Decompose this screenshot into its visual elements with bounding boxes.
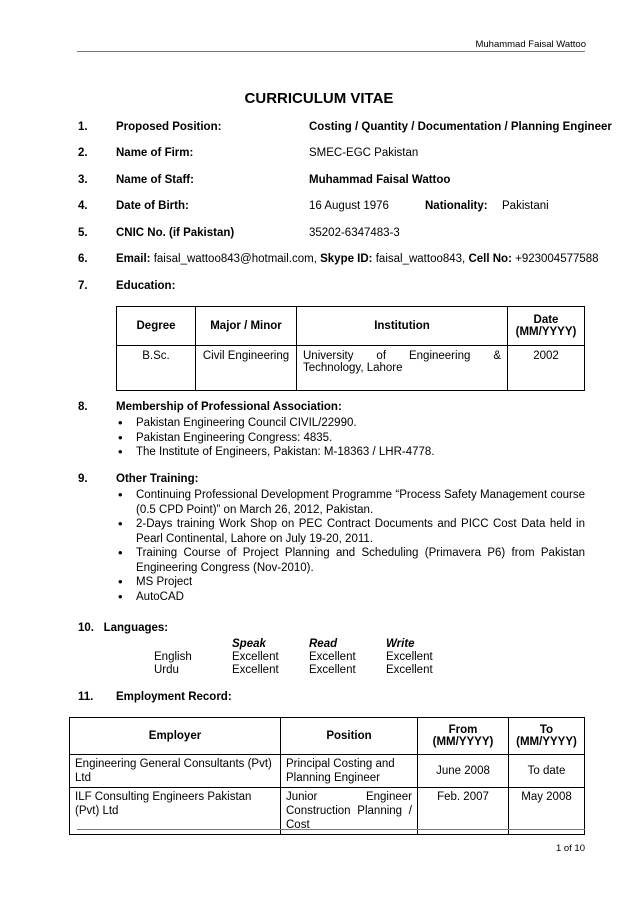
header-from: From (MM/YYYY) [418,718,509,755]
item-number: 4. [78,200,88,212]
languages-label: Languages: [103,622,169,634]
cell-position: Junior Engineer Construction Planning / Cost [281,788,418,835]
lang-header-read: Read [309,638,338,650]
item-number: 1. [78,121,88,133]
item-label: Proposed Position: [116,121,222,133]
list-item: • MS Project [116,575,585,590]
item-value: 35202-6347483-3 [309,227,400,239]
cell-institution: University of Engineering & Technology, Lahore [297,346,508,391]
lang-header-write: Write [386,638,415,650]
skype-value: faisal_wattoo843, [375,253,466,265]
table-row [70,755,585,788]
nationality-value: Pakistani [502,200,549,212]
item-number: 11. [78,691,94,703]
list-item: • 2-Days training Work Shop on PEC Contract Documents and PICC Cost Data held in Pearl Continental, Lahore on July 19-20, 2011. [116,517,585,546]
lang-speak: Excellent [232,664,279,676]
header-employer: Employer [70,718,281,755]
contact-line [116,253,599,265]
training-list [116,488,585,604]
cell-employer: Engineering General Consultants (Pvt) Ltd [70,755,281,788]
cell-date: 2002 [508,346,585,391]
list-item: • Pakistan Engineering Council CIVIL/22990. [116,416,585,431]
nationality-label: Nationality: [425,200,488,212]
lang-speak: Excellent [232,651,279,663]
table-row [70,788,585,835]
employment-table [69,717,585,835]
item-value: Muhammad Faisal Wattoo [309,174,451,186]
item-number: 7. [78,280,88,292]
header-rule [77,51,585,52]
item-label: Name of Staff: [116,174,194,186]
list-item: • The Institute of Engineers, Pakistan: M-18363 / LHR-4778. [116,445,585,460]
membership-list [116,416,585,460]
item-label: Date of Birth: [116,200,189,212]
item-label: Name of Firm: [116,147,194,159]
cell-label: Cell No: [468,253,512,265]
lang-header-speak: Speak [232,638,266,650]
item-label: CNIC No. (if Pakistan) [116,227,235,239]
lang-write: Excellent [386,651,433,663]
item-value: 16 August 1976 [309,200,389,212]
lang-name: Urdu [154,664,179,676]
cell-employer: ILF Consulting Engineers Pakistan (Pvt) Ltd [70,788,281,835]
header-institution: Institution [297,307,508,346]
lang-read: Excellent [309,651,356,663]
cell-from: Feb. 2007 [418,788,509,835]
cell-degree: B.Sc. [117,346,196,391]
table-header-row [70,718,585,755]
footer-rule [77,829,585,830]
header-major: Major / Minor [196,307,297,346]
header-date: Date (MM/YYYY) [508,307,585,346]
membership-label: Membership of Professional Association: [116,401,342,413]
item-number: 9. [78,473,88,485]
item-number: 6. [78,253,88,265]
header-degree: Degree [117,307,196,346]
table-header-row [117,307,585,346]
skype-label: Skype ID: [320,253,373,265]
languages-table [0,638,638,680]
training-label: Other Training: [116,473,199,485]
email-label: Email: [116,253,151,265]
list-item: • Training Course of Project Planning and Scheduling (Primavera P6) from Pakistan Engineering Congress (Nov-2010). [116,546,585,575]
item-value: Costing / Quantity / Documentation / Planning Engineer [309,121,612,133]
item-number: 3. [78,174,88,186]
header-name: Muhammad Faisal Wattoo [475,39,586,50]
list-item: • Pakistan Engineering Congress: 4835. [116,431,585,446]
table-row [117,346,585,391]
cell-position: Principal Costing and Planning Engineer [281,755,418,788]
cell-from: June 2008 [418,755,509,788]
cell-to: To date [509,755,585,788]
lang-read: Excellent [309,664,356,676]
list-item: • Continuing Professional Development Programme “Process Safety Management course (0.5 CPD Point)” on March 26, 2012, Pakistan. [116,488,585,517]
list-item: • AutoCAD [116,590,585,605]
education-label: Education: [116,280,176,292]
lang-name: English [154,651,192,663]
document-title: CURRICULUM VITAE [244,90,394,107]
education-table [116,306,585,391]
languages-heading [78,622,168,634]
cell-major: Civil Engineering [196,346,297,391]
item-value: SMEC-EGC Pakistan [309,147,419,159]
employment-label: Employment Record: [116,691,232,703]
item-number: 2. [78,147,88,159]
page-number: 1 of 10 [555,843,585,854]
lang-write: Excellent [386,664,433,676]
cell-value: +923004577588 [515,253,599,265]
header-position: Position [281,718,418,755]
cell-to: May 2008 [509,788,585,835]
item-number: 5. [78,227,88,239]
header-to: To (MM/YYYY) [509,718,585,755]
item-number: 8. [78,401,88,413]
email-value: faisal_wattoo843@hotmail.com, [153,253,317,265]
item-number: 10. [78,622,94,634]
